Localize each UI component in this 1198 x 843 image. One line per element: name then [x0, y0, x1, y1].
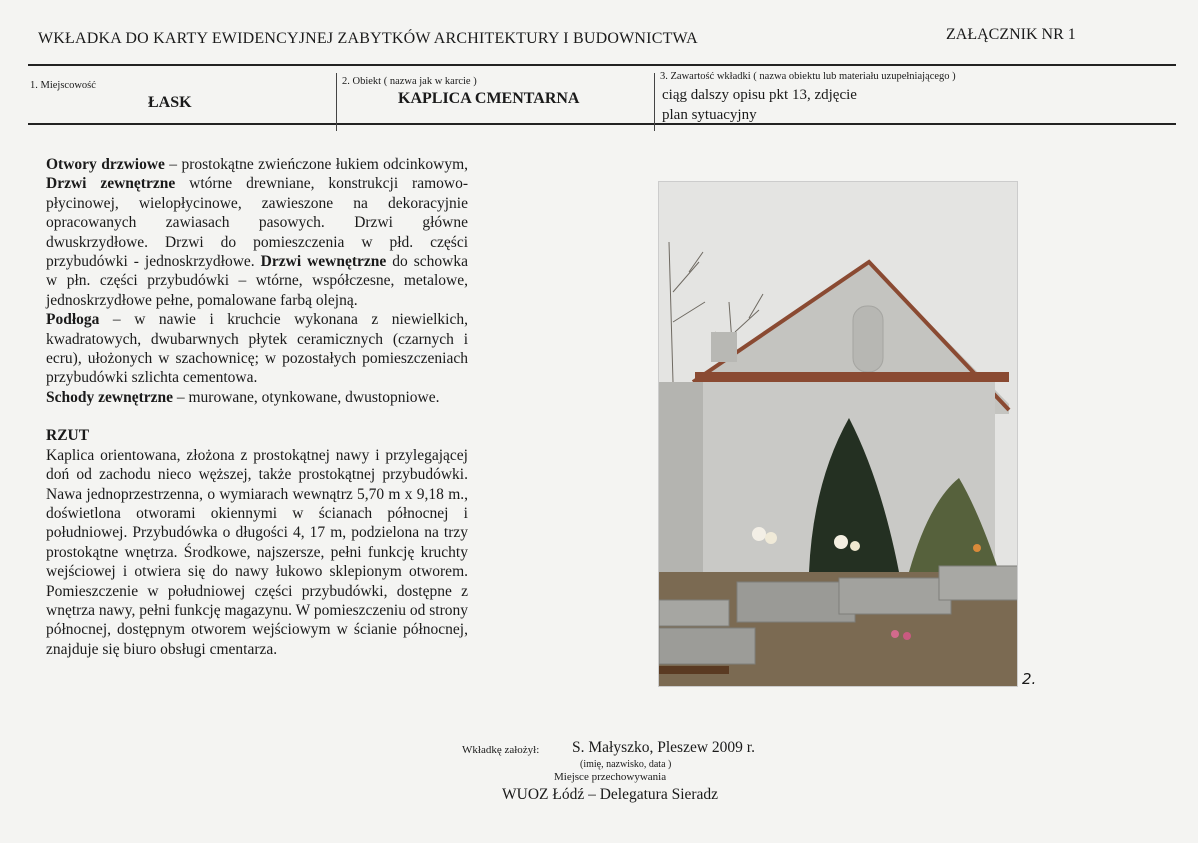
term-interior-doors: Drzwi wewnętrzne	[260, 253, 387, 271]
chapel-photo-drawing	[659, 182, 1018, 687]
term-exterior-doors: Drzwi zewnętrzne	[46, 175, 176, 193]
text-span: – w nawie i kruchcie wykonana z niewielkich, kwadratowych, dwubarwnych płytek ceramicznych (czarnych i ecru), ułożonych w szachownicę; w pozostałych pomieszczeniach przybudówki szlichta cementowa.	[46, 311, 468, 387]
text-span: – murowane, otynkowane, dwustopniowe.	[173, 388, 440, 406]
grave	[737, 582, 855, 622]
column-separator	[336, 73, 337, 131]
author-label: Wkładkę założył:	[462, 744, 540, 756]
column-separator	[654, 73, 655, 131]
chimney	[711, 332, 737, 362]
chapel-photo	[658, 181, 1018, 687]
side-shadow	[659, 382, 703, 576]
author-value: S. Małyszko, Pleszew 2009 r.	[572, 739, 755, 756]
text-span: do schowka w płn. części przybudówki – wtórne, współczesne, metalowe, jednoskrzydłowe pełne, pomalowane farbą olejną.	[46, 253, 468, 309]
paragraph-doors	[46, 155, 468, 310]
text-span: wtórne drewniane, konstrukcji ramowo-płycinowej, wielopłycinowe, zawieszone na dekoracyjnie opracowanych zawiasach pasowych. Drzwi główne dwuskrzydłowe. Drzwi do pomieszczenia w płd. części przybudówki - jednoskrzydłowe.	[46, 175, 468, 271]
term-floor: Podłoga	[46, 311, 100, 329]
contents-label: 3. Zawartość wkładki ( nazwa obiektu lub materiału uzupełniającego )	[660, 71, 956, 82]
author-hint: (imię, nazwisko, data )	[580, 759, 672, 770]
header-rule-bottom	[28, 123, 1176, 125]
cornice	[695, 372, 1009, 382]
photo-number: 2.	[1022, 670, 1037, 688]
locality-value: ŁASK	[148, 94, 192, 111]
grave	[839, 578, 951, 614]
term-door-openings: Otwory drzwiowe	[46, 156, 165, 173]
header-rule-top	[28, 64, 1176, 66]
description-text	[46, 155, 468, 659]
gable-window	[853, 306, 883, 372]
text-span: – prostokątne zwieńczone łukiem odcinkowym,	[164, 156, 468, 173]
object-label: 2. Obiekt ( nazwa jak w karcie )	[342, 76, 477, 87]
contents-value-line2: plan sytuacyjny	[662, 107, 757, 123]
term-exterior-stairs: Schody zewnętrzne	[46, 388, 173, 406]
contents-value-line1: ciąg dalszy opisu pkt 13, zdjęcie	[662, 87, 857, 103]
section-title-plan: RZUT	[46, 427, 90, 445]
grave	[659, 600, 729, 626]
storage-value: WUOZ Łódź – Delegatura Sieradz	[502, 786, 719, 803]
grave	[939, 566, 1018, 600]
spacer	[46, 407, 468, 426]
document-title: WKŁADKA DO KARTY EWIDENCYJNEJ ZABYTKÓW ARCHITEKTURY I BUDOWNICTWA	[38, 30, 698, 47]
paragraph-stairs	[46, 388, 468, 407]
bench	[659, 666, 729, 674]
attachment-number: ZAŁĄCZNIK NR 1	[946, 26, 1076, 43]
paragraph-floor	[46, 310, 468, 388]
grave	[659, 628, 755, 664]
paragraph-plan: Kaplica orientowana, złożona z prostokątnej nawy i przylegającej doń od zachodu nieco węższej, także prostokątnej przybudówki. Nawa jednoprzestrzenna, o wymiarach wewnątrz 5,70 m x 9,18 m., doświetlona otworami okiennymi w ścianach północnej i południowej. Przybudówka o długości 4, 17 m, podzielona na trzy prostokątne wnętrza. Środkowe, najszersze, pełni funkcję kruchty wejściowej i otwiera się do nawy łukowo sklepionym otworem. Pomieszczenie w południowej części przybudówki, dostępne z wnętrza nawy, pełni funkcję magazynu. W pomieszczeniu od strony północnej, dostępnym otworem wejściowym w ścianie północnej, znajduje się biuro obsługi cmentarza.	[46, 446, 468, 658]
storage-label: Miejsce przechowywania	[554, 771, 667, 783]
locality-label: 1. Miejscowość	[30, 80, 96, 91]
object-value: KAPLICA CMENTARNA	[398, 90, 580, 107]
